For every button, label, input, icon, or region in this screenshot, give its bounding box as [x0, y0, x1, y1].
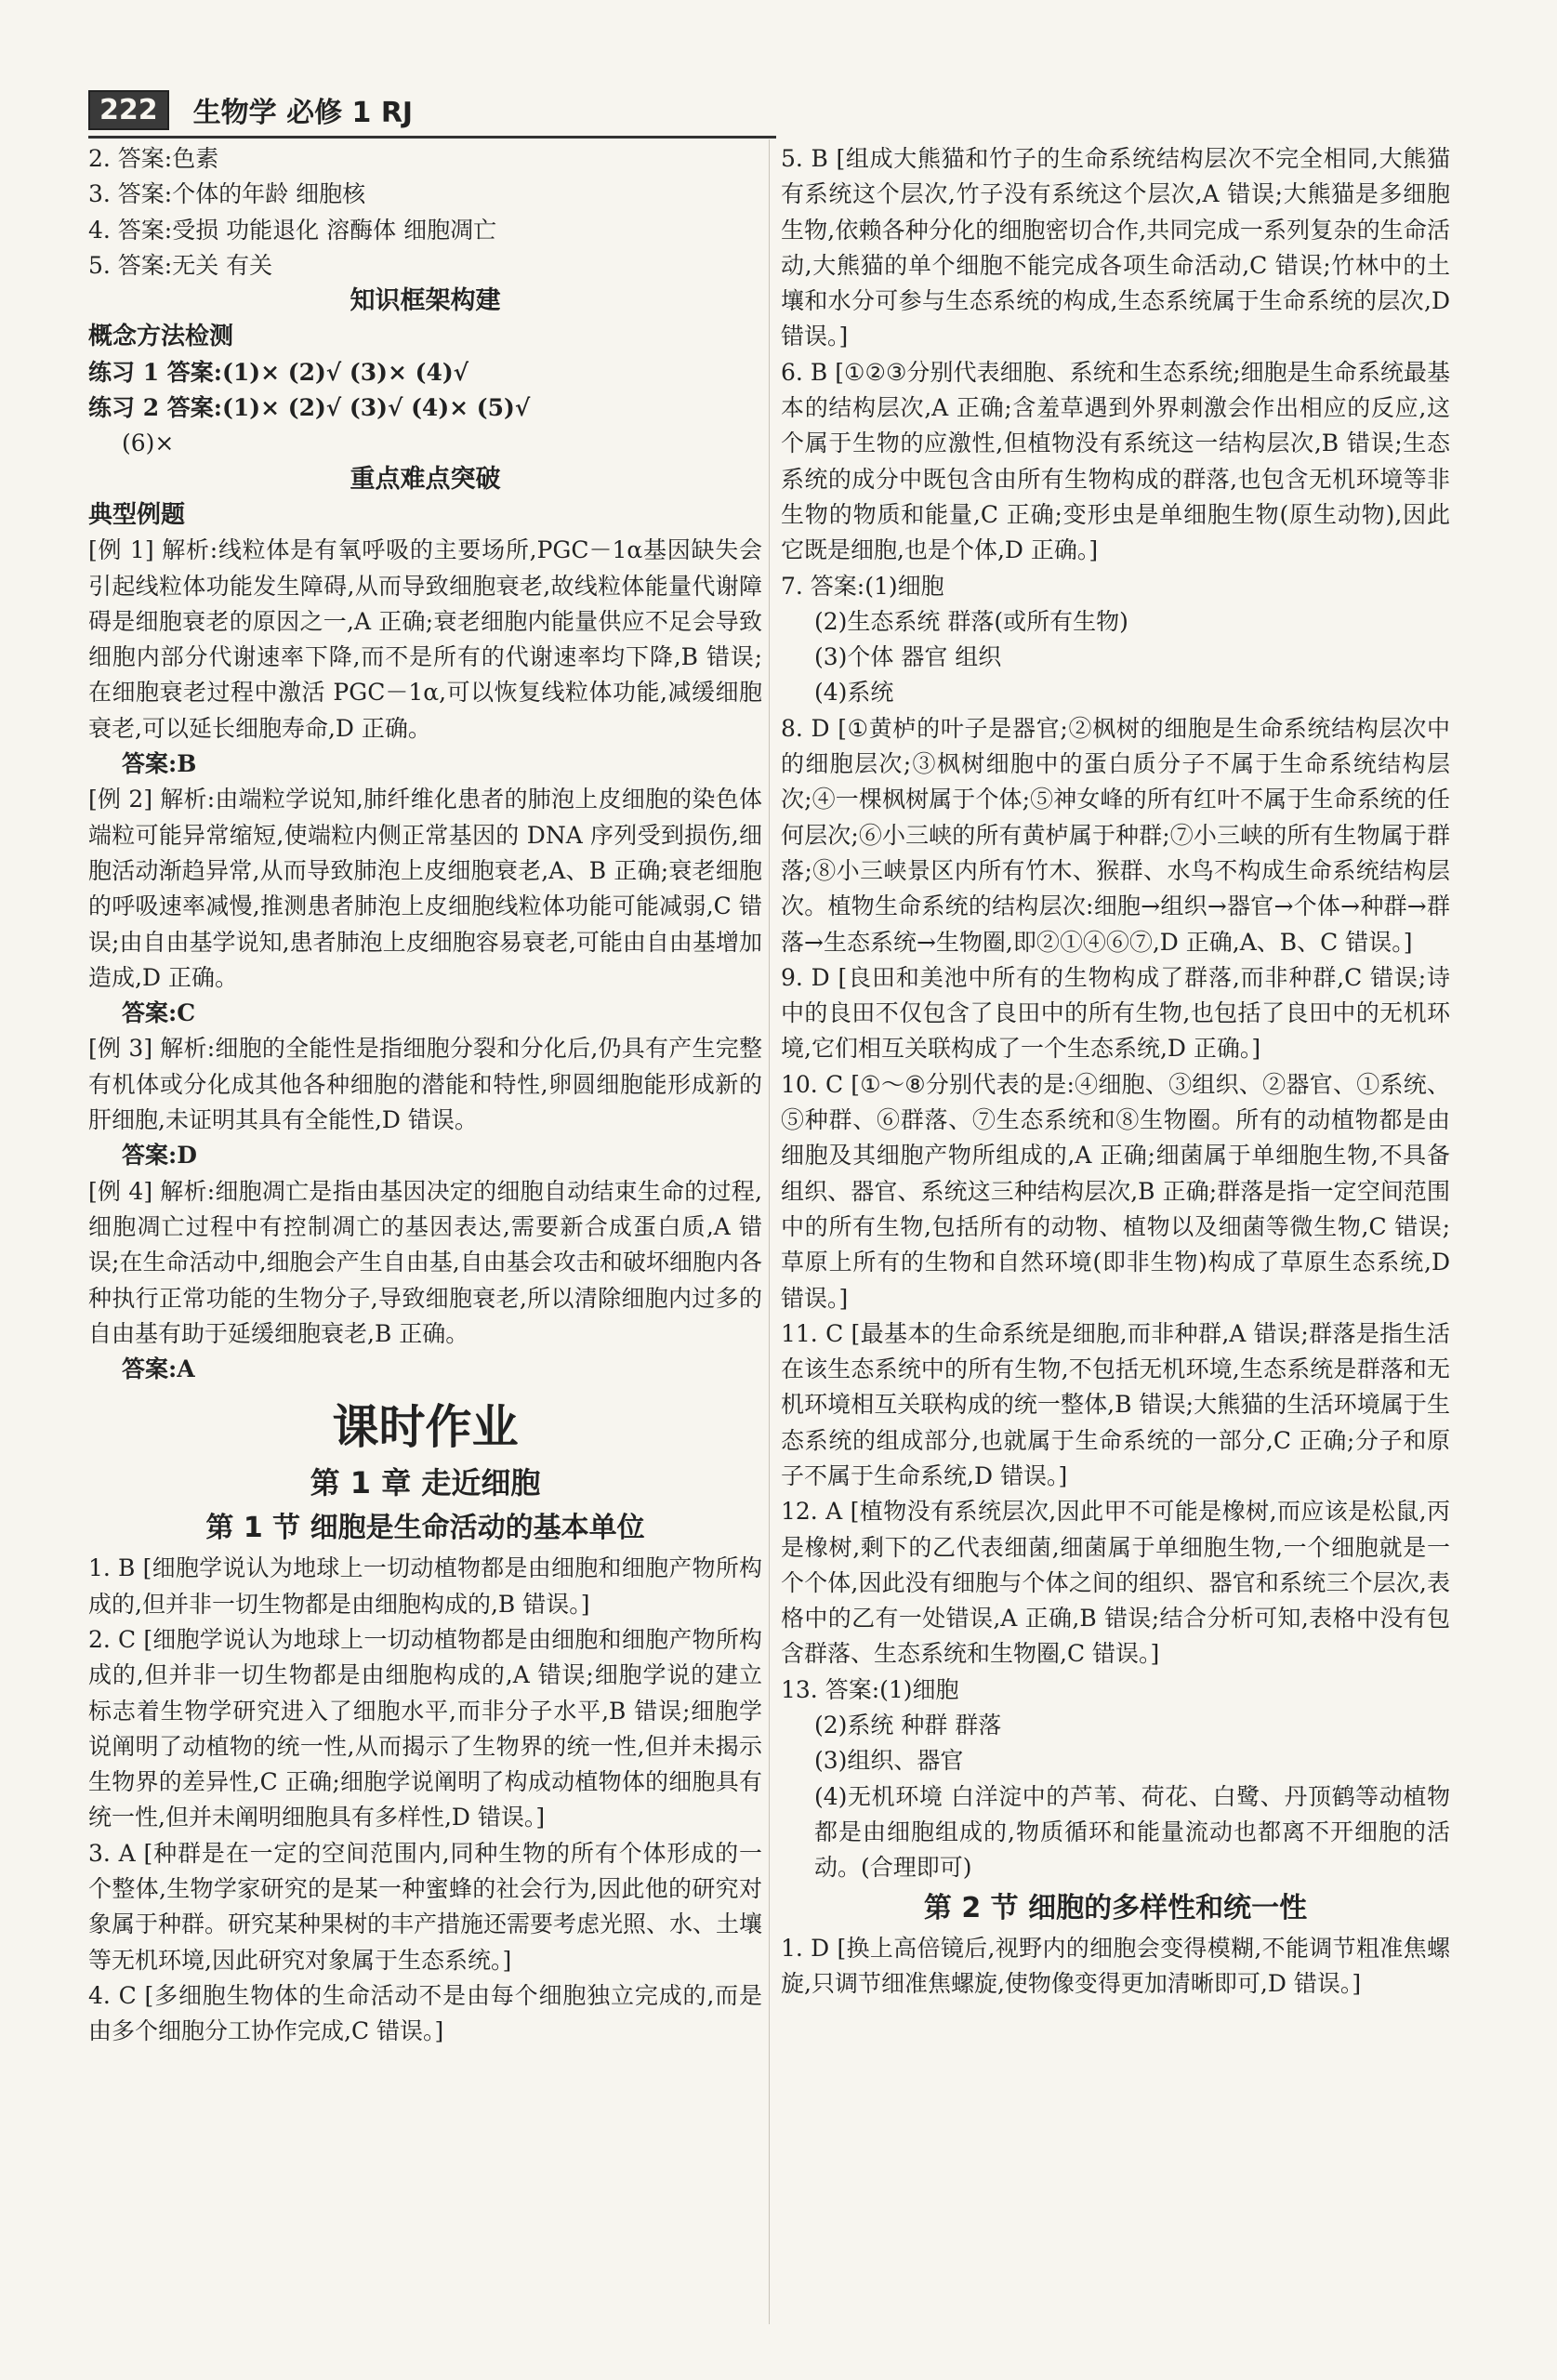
left-column-line: 答案:D [122, 1142, 197, 1170]
right-column-line: (3)个体 器官 组织 [814, 643, 1002, 671]
left-column-line: [例 2] 解析:由端粒学说知,肺纤维化患者的肺泡上皮细胞的染色体端粒可能异常缩短,使端粒内侧正常基因的 DNA 序列受到损伤,细胞活动渐趋异常,从而导致肺泡上皮细胞衰老,A、B 正确;衰老细胞的呼吸速率减慢,推测患者肺泡上皮细胞线粒体功能可能减弱,C 错误;由自由基学说知,患者肺泡上皮细胞容易衰老,可能由自由基增加造成,D 正确。 [88, 786, 762, 991]
right-column-line: 13. 答案:(1)细胞 [781, 1675, 959, 1703]
left-column-line: 答案:B [122, 750, 197, 778]
right-column-line: (2)生态系统 群落(或所有生物) [814, 607, 1128, 635]
right-column-line: 9. D [良田和美池中所有的生物构成了群落,而非种群,C 错误;诗中的良田不仅包含了良田中的所有生物,也包括了良田中的无机环境,它们相互关联构成了一个生态系统,D 正确。] [781, 963, 1450, 1063]
right-column-line: (2)系统 种群 群落 [814, 1712, 1002, 1739]
left-column-line: 概念方法检测 [88, 323, 234, 351]
left-column-line: 2. C [细胞学说认为地球上一切动植物都是由细胞和细胞产物所构成的,但并非一切生物都是由细胞构成的,A 错误;细胞学说的建立标志着生物学研究进入了细胞水平,而非分子水平,B 错误;细胞学说阐明了动植物的统一性,从而揭示了生物界的统一性,但并未揭示生物界的差异性,C 正确;细胞学说阐明了构成动植物体的细胞具有统一性,但并未阐明细胞具有多样性,D 错误。] [88, 1625, 762, 1831]
left-column-line: 5. 答案:无关 有关 [88, 251, 273, 279]
right-column [781, 141, 1450, 2002]
right-column-line: 1. D [换上高倍镜后,视野内的细胞会变得模糊,不能调节粗准焦螺旋,只调节细准焦螺旋,使物像变得更加清晰即可,D 错误。] [781, 1934, 1450, 1997]
left-column-line: (6)× [122, 430, 175, 457]
left-column-line: [例 4] 解析:细胞凋亡是指由基因决定的细胞自动结束生命的过程,细胞凋亡过程中有控制凋亡的基因表达,需要新合成蛋白质,A 错误;在生命活动中,细胞会产生自由基,自由基会攻击和破坏细胞内各种执行正常功能的生物分子,导致细胞衰老,所以清除细胞内过多的自由基有助于延缓细胞衰老,B 正确。 [88, 1177, 762, 1347]
right-column-line: 8. D [①黄栌的叶子是器官;②枫树的细胞是生命系统结构层次中的细胞层次;③枫树细胞中的蛋白质分子不属于生命系统结构层次;④一棵枫树属于个体;⑤神女峰的所有红叶不属于生命系统的任何层次;⑥小三峡的所有黄栌属于种群;⑦小三峡的所有生物属于群落;⑧小三峡景区内所有竹木、猴群、水鸟不构成生命系统结构层次。植物生命系统的结构层次:细胞→组织→器官→个体→种群→群落→生态系统→生物圈,即②①④⑥⑦,D 正确,A、B、C 错误。] [781, 714, 1450, 956]
left-column-line: 第 1 章 走近细胞 [310, 1465, 541, 1501]
left-column-line: 答案:C [122, 999, 196, 1027]
left-column-line: 练习 2 答案:(1)× (2)√ (3)√ (4)× (5)√ [88, 394, 531, 422]
left-column-line: 4. C [多细胞生物体的生命活动不是由每个细胞独立完成的,而是由多个细胞分工协作完成,C 错误。] [88, 1981, 762, 2045]
left-column-line: 3. 答案:个体的年龄 细胞核 [88, 180, 366, 208]
page-header [88, 86, 413, 134]
left-column-line: 3. A [种群是在一定的空间范围内,同种生物的所有个体形成的一个整体,生物学家研究的是某一种蜜蜂的社会行为,因此他的研究对象属于种群。研究某种果树的丰产措施还需要考虑光照、水、土壤等无机环境,因此研究对象属于生态系统。] [88, 1839, 763, 1974]
left-column-line: 1. B [细胞学说认为地球上一切动植物都是由细胞和细胞产物所构成的,但并非一切生物都是由细胞构成的,B 错误。] [88, 1554, 762, 1618]
right-column-line: 5. B [组成大熊猫和竹子的生命系统结构层次不完全相同,大熊猫有系统这个层次,竹子没有系统这个层次,A 错误;大熊猫是多细胞生物,依赖各种分化的细胞密切合作,共同完成一系列复杂的生命活动,大熊猫的单个细胞不能完成各项生命活动,C 错误;竹林中的土壤和水分可参与生态系统的构成,生态系统属于生命系统的层次,D 错误。] [781, 145, 1450, 350]
right-column-line: 11. C [最基本的生命系统是细胞,而非种群,A 错误;群落是指生活在该生态系统中的所有生物,不包括无机环境,生态系统是群落和无机环境相互关联构成的统一整体,B 错误;大熊猫的生活环境属于生态系统的组成部分,也就属于生命系统的一部分,C 正确;分子和原子不属于生命系统,D 错误。] [781, 1319, 1450, 1489]
left-column-line: [例 3] 解析:细胞的全能性是指细胞分裂和分化后,仍具有产生完整有机体或分化成其他各种细胞的潜能和特性,卵圆细胞能形成新的肝细胞,未证明其具有全能性,D 错误。 [88, 1035, 762, 1134]
left-column-line: 4. 答案:受损 功能退化 溶酶体 细胞凋亡 [88, 216, 497, 244]
left-column [88, 141, 762, 2050]
right-column-line: 12. A [植物没有系统层次,因此甲不可能是橡树,而应该是松鼠,丙是橡树,剩下的乙代表细菌,细菌属于单细胞生物,一个细胞就是一个个体,因此没有细胞与个体之间的组织、器官和系统三个层次,表格中的乙有一处错误,A 正确,B 错误;结合分析可知,表格中没有包含群落、生态系统和生物圈,C 错误。] [781, 1498, 1450, 1668]
right-column-line: (4)无机环境 白洋淀中的芦苇、荷花、白鹭、丹顶鹤等动植物都是由细胞组成的,物质循环和能量流动也都离不开细胞的活动。(合理即可) [814, 1782, 1450, 1882]
right-column-line: 10. C [①～⑧分别代表的是:④细胞、③组织、②器官、①系统、⑤种群、⑥群落、⑦生态系统和⑧生物圈。所有的动植物都是由细胞及其细胞产物所组成的,A 正确;细菌属于单细胞生物,不具备组织、器官、系统这三种结构层次,B 正确;群落是指一定空间范围中的所有生物,包括所有的动物、植物以及细菌等微生物,C 错误;草原上所有的生物和自然环境(即非生物)构成了草原生态系统,D 错误。] [781, 1070, 1450, 1312]
left-column-line: 重点难点突破 [350, 464, 501, 494]
right-column-line: (3)组织、器官 [814, 1747, 964, 1775]
right-column-line: (4)系统 [814, 679, 894, 707]
right-column-line: 7. 答案:(1)细胞 [781, 572, 944, 600]
right-column-line: 6. B [①②③分别代表细胞、系统和生态系统;细胞是生命系统最基本的结构层次,A 正确;含羞草遇到外界刺激会作出相应的反应,这个属于生物的应激性,但植物没有系统这一结构层次,B 错误;生态系统的成分中既包含由所有生物构成的群落,也包含无机环境等非生物的物质和能量,C 正确;变形虫是单细胞生物(原生动物),因此它既是细胞,也是个体,D 正确。] [781, 358, 1450, 564]
left-column-line: 练习 1 答案:(1)× (2)√ (3)× (4)√ [88, 358, 469, 386]
left-column-line: [例 1] 解析:线粒体是有氧呼吸的主要场所,PGC－1α基因缺失会引起线粒体功能发生障碍,从而导致细胞衰老,故线粒体能量代谢障碍是细胞衰老的原因之一,A 正确;衰老细胞内能量供应不足会导致细胞内部分代谢速率下降,而不是所有的代谢速率均下降,B 错误;在细胞衰老过程中激活 PGC－1α,可以恢复线粒体功能,减缓细胞衰老,可以延长细胞寿命,D 正确。 [88, 536, 762, 742]
left-column-line: 典型例题 [88, 500, 186, 529]
header-rule [88, 136, 776, 139]
left-column-line: 课时作业 [332, 1400, 519, 1455]
left-column-line: 知识框架构建 [350, 286, 501, 316]
left-column-line: 答案:A [122, 1355, 195, 1383]
left-column-line: 第 1 节 细胞是生命活动的基本单位 [205, 1512, 645, 1545]
page-number: 222 [88, 90, 169, 130]
left-column-line: 2. 答案:色素 [88, 145, 219, 172]
right-column-line: 第 2 节 细胞的多样性和统一性 [923, 1891, 1308, 1924]
book-title: 生物学 必修 1 RJ [192, 97, 414, 129]
column-divider [769, 139, 770, 2324]
